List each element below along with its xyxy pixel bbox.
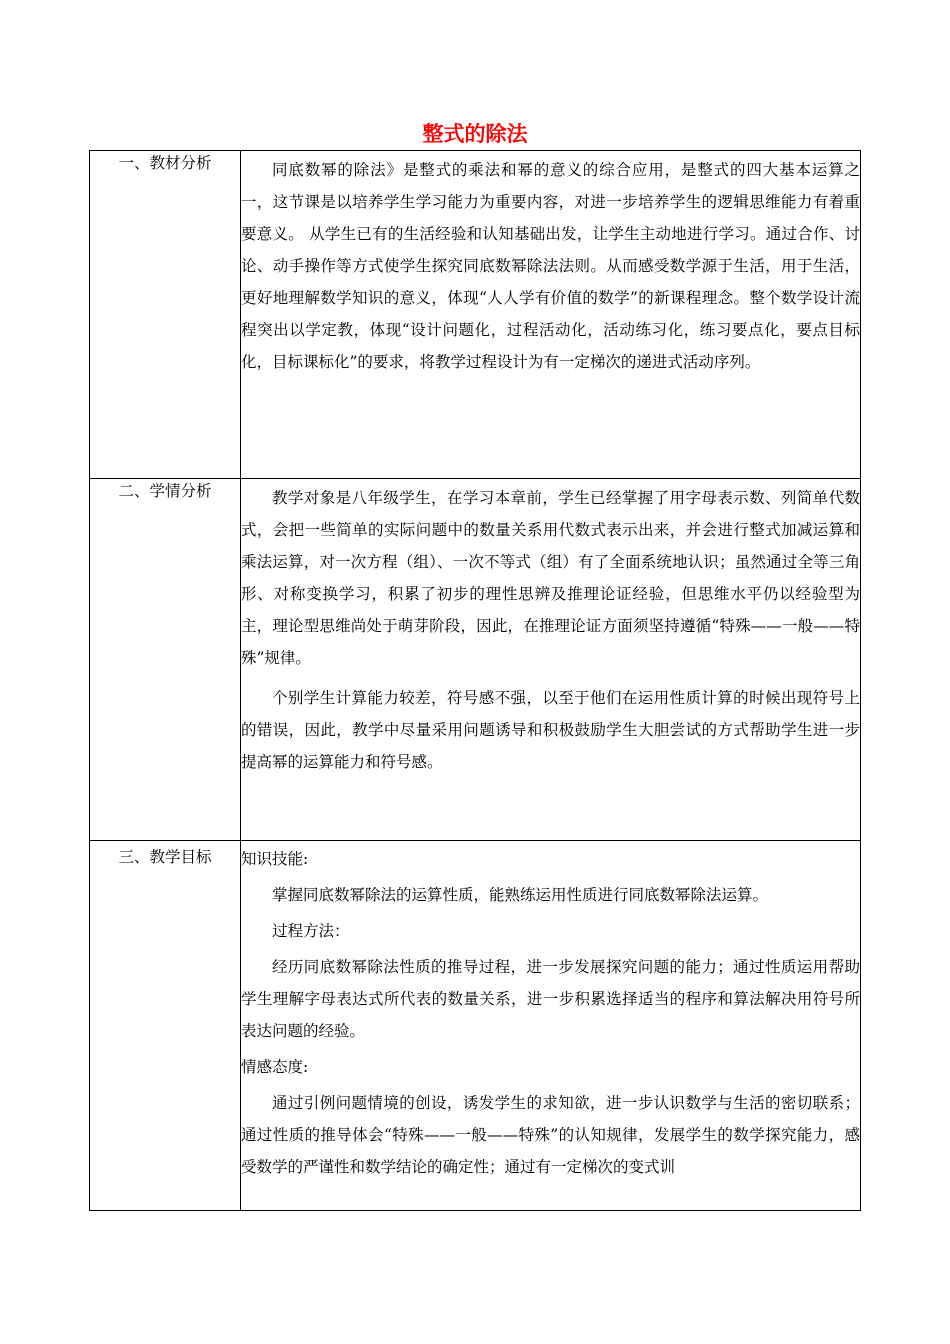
section-label: 一、教材分析 [90,151,241,479]
section-content [241,479,861,841]
paragraph: 通过引例问题情境的创设，诱发学生的求知欲，进一步认识数学与生活的密切联系；通过性质的推导体会“特殊——一般——特殊”的认知规律，发展学生的数学探究能力，感受数学的严谨性和数学结论的确定性；通过有一定梯次的变式训 [241,1094,860,1176]
subheading-emotion: 情感态度: [241,1058,309,1076]
document-title: 整式的除法 [422,122,528,146]
paragraph: 个别学生计算能力较差，符号感不强，以至于他们在运用性质计算的时候出现符号上的错误，因此，教学中尽量采用问题诱导和积极鼓励学生大胆尝试的方式帮助学生进一步提高幂的运算能力和符号感。 [241,689,860,771]
paragraph: 教学对象是八年级学生，在学习本章前，学生已经掌握了用字母表示数、列简单代数式，会把一些简单的实际问题中的数量关系用代数式表示出来，并会进行整式加减运算和乘法运算，对一次方程（组）、一次不等式（组）有了全面系统地认识；虽然通过全等三角形、对称变换学习，积累了初步的理性思辨及推理论证经验，但思维水平仍以经验型为主，理论型思维尚处于萌芽阶段，因此，在推理论证方面须坚持遵循“特殊——一般——特殊”规律。 [241,489,860,667]
section-label: 二、学情分析 [90,479,241,841]
lesson-plan-table [89,150,861,1211]
paragraph: 经历同底数幂除法性质的推导过程，进一步发展探究问题的能力；通过性质运用帮助学生理解字母表达式所代表的数量关系，进一步积累选择适当的程序和算法解决用符号所表达问题的经验。 [241,958,860,1040]
section-content [241,841,861,1211]
section-content [241,151,861,479]
table-row [90,151,861,479]
table-row [90,479,861,841]
subheading-process: 过程方法： [272,922,350,940]
paragraph: 掌握同底数幂除法的运算性质，能熟练运用性质进行同底数幂除法运算。 [272,886,769,904]
section-label: 三、教学目标 [90,841,241,1211]
paragraph: 同底数幂的除法》是整式的乘法和幂的意义的综合应用，是整式的四大基本运算之一，这节课是以培养学生学习能力为重要内容，对进一步培养学生的逻辑思维能力有着重要意义。 从学生已有的生活经验和认知基础出发，让学生主动地进行学习。通过合作、讨论、动手操作等方式使学生探究同底数幂除法法则。从而感受数学源于生活，用于生活，更好地理解数学知识的意义，体现“人人学有价值的数学”的新课程理念。整个数学设计流程突出以学定教，体现“设计问题化，过程活动化，活动练习化，练习要点化，要点目标化，目标课标化”的要求，将教学过程设计为有一定梯次的递进式活动序列。 [241,161,860,371]
subheading-knowledge: 知识技能: [241,850,309,868]
table-row [90,841,861,1211]
